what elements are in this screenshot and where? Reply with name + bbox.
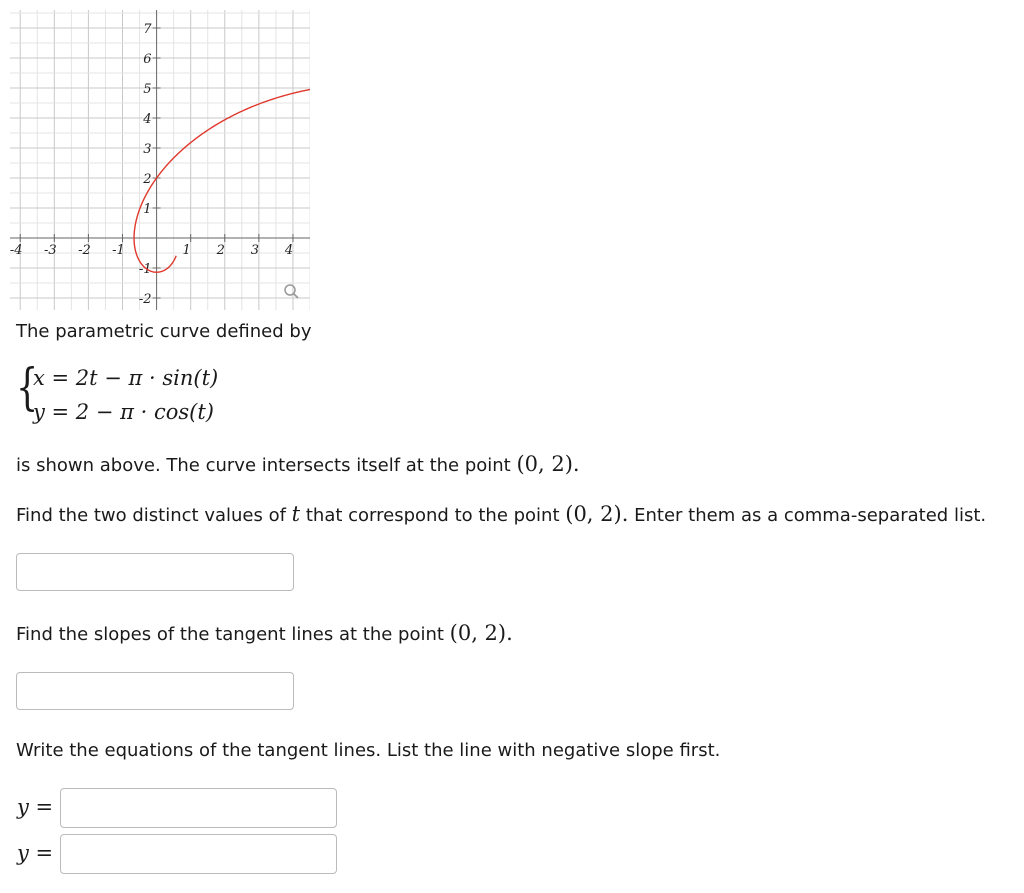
y-tick-label: -1 [138, 262, 152, 277]
shown-text: is shown above. The curve intersects itself at the point [16, 455, 517, 476]
question-slopes [16, 621, 513, 647]
q1-middle: that correspond to the point [300, 505, 566, 526]
x-tick-label: -1 [112, 243, 125, 258]
q1-point: (0, 2). [565, 502, 629, 526]
y-tick-label: 6 [143, 52, 152, 67]
question-t-values [16, 502, 986, 528]
y-tick-label: -2 [138, 292, 152, 307]
y-equation: y = 2 − π · cos(t) [33, 400, 214, 424]
line1-label: y = [17, 795, 54, 819]
parametric-graph [10, 10, 310, 310]
slopes-input[interactable] [16, 672, 294, 710]
x-tick-label: -2 [78, 243, 91, 258]
y-tick-label: 2 [143, 172, 152, 187]
t-values-input[interactable] [16, 553, 294, 591]
y-tick-label: 4 [143, 112, 152, 127]
y-tick-label: 7 [143, 22, 152, 37]
x-tick-label: -3 [43, 243, 57, 258]
x-tick-label: 1 [182, 243, 191, 258]
shown-point: (0, 2). [516, 452, 580, 476]
shown-statement [16, 452, 580, 478]
q1-var: t [291, 502, 301, 526]
y-tick-label: 3 [143, 142, 152, 157]
y-tick-label: 5 [143, 82, 152, 97]
zoom-icon-handle [294, 294, 299, 299]
x-equation: x = 2t − π · sin(t) [33, 366, 219, 390]
q2-text: Find the slopes of the tangent lines at the point [16, 624, 450, 645]
q1-after: Enter them as a comma-separated list. [628, 505, 987, 526]
question-tangent-lines: Write the equations of the tangent lines. List the line with negative slope first. [16, 740, 721, 761]
y-tick-label: 1 [143, 202, 152, 217]
line2-label: y = [17, 841, 54, 865]
q2-point: (0, 2). [449, 621, 513, 645]
q1-before: Find the two distinct values of [16, 505, 292, 526]
x-tick-label: 4 [284, 243, 294, 258]
tangent-line-1-input[interactable] [60, 788, 337, 828]
x-tick-label: 3 [250, 243, 260, 258]
x-tick-label: -4 [10, 243, 23, 258]
tangent-line-2-input[interactable] [60, 834, 337, 874]
x-tick-label: 2 [216, 243, 225, 258]
intro-text: The parametric curve defined by [16, 321, 312, 342]
system-brace: { [16, 358, 39, 416]
